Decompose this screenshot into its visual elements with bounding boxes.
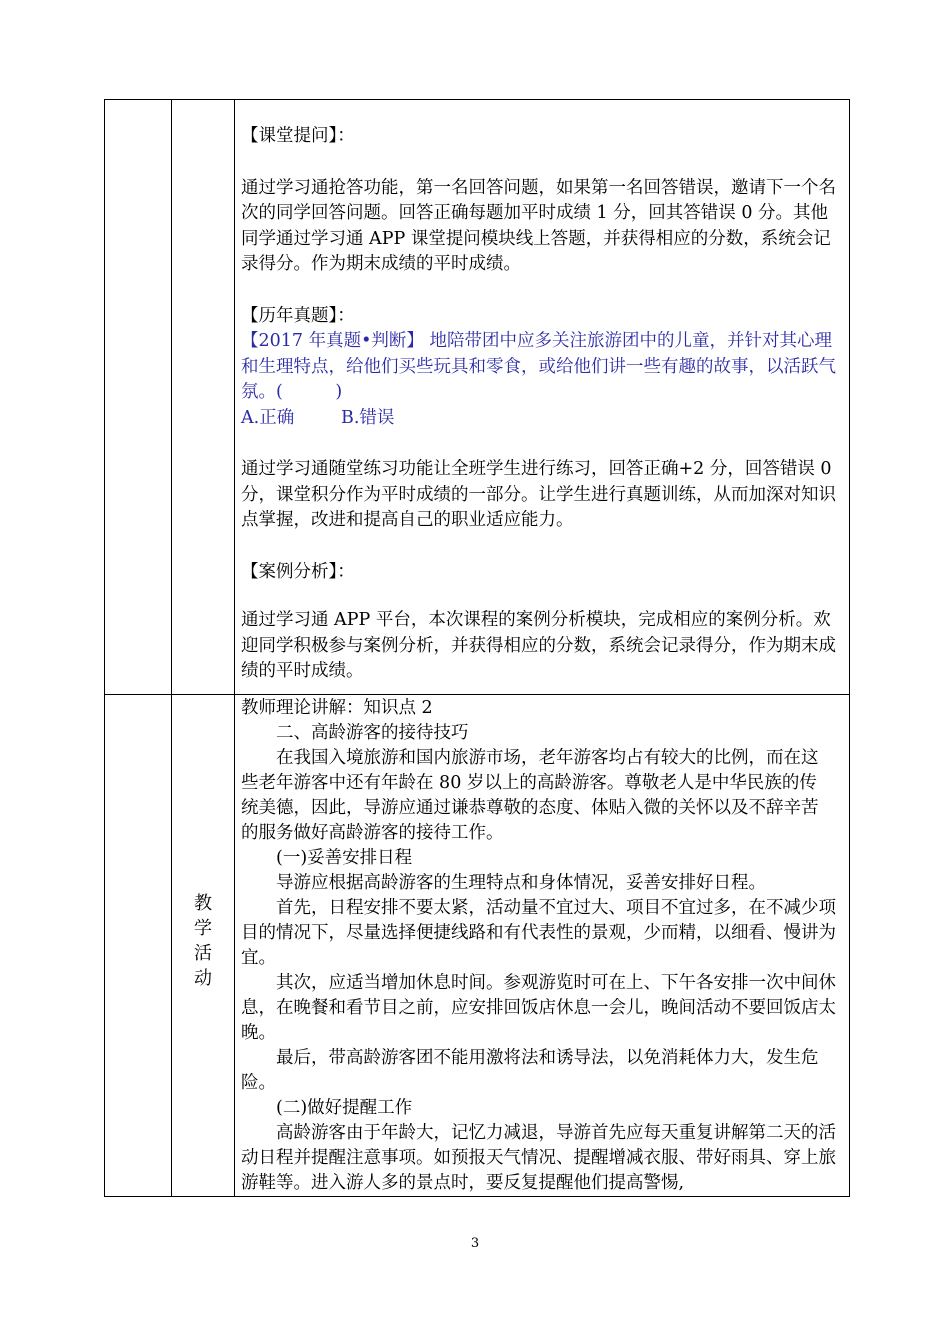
paragraph: 首先，日程安排不要太紧，活动量不宜过大、项目不宜过多，在不减少项目的情况下，尽量选择便捷线路和有代表性的景观，少而精，以细看、慢讲为宜。: [241, 898, 836, 968]
exam-question: 【2017 年真题•判断】 地陪带团中应多关注旅游团中的儿童，并针对其心理和生理特点，给他们买些玩具和零食，或给他们讲一些有趣的故事，以活跃气氛。( ): [241, 331, 836, 402]
empty-cell: [105, 100, 172, 695]
paragraph: 高龄游客由于年龄大，记忆力减退，导游首先应每天重复讲解第二天的活动日程并提醒注意事项。如预报天气情况、提醒增减衣服、带好雨具、穿上旅游鞋等。进入游人多的景点时，要反复提醒他们提高警惕,: [241, 1123, 836, 1193]
section-heading: 【课堂提问】：: [241, 126, 355, 146]
lecture-title: 教师理论讲解：知识点 2: [241, 698, 433, 718]
label-char: 学: [194, 918, 212, 939]
subsection-heading: (一)妥善安排日程: [276, 848, 413, 868]
paragraph: 通过学习通抢答功能，第一名回答问题，如果第一名回答错误，邀请下一个名次的同学回答问题。回答正确每题加平时成绩 1 分，回其答错误 0 分。其他同学通过学习通 APP 课堂提问模块线上答题，并获得相应的分数，系统会记录得分。作为期末成绩的平时成绩。: [241, 177, 836, 274]
label-char: 活: [194, 943, 212, 964]
lesson-plan-table: [104, 99, 850, 1197]
teaching-activity-label: [172, 891, 234, 991]
section-heading: 【历年真题】：: [241, 305, 355, 326]
option-b: B.错误: [341, 407, 395, 428]
label-char: 动: [194, 968, 212, 989]
exam-options: [241, 406, 845, 432]
table-row: [105, 100, 850, 695]
paragraph: 最后，带高龄游客团不能用激将法和诱导法，以免消耗体力大，发生危险。: [241, 1048, 819, 1093]
paragraph: 其次，应适当增加休息时间。参观游览时可在上、下午各安排一次中间休息，在晚餐和看节目之前，应安排回饭店休息一会儿，晚间活动不要回饭店太晚。: [241, 973, 836, 1043]
paragraph: 通过学习通随堂练习功能让全班学生进行练习，回答正确+2 分，回答错误 0 分，课堂积分作为平时成绩的一部分。让学生进行真题训练，从而加深对知识点掌握，改进和提高自己的职业适应能力。: [241, 459, 836, 530]
content-cell: [235, 100, 850, 695]
paragraph: 通过学习通 APP 平台，本次课程的案例分析模块，完成相应的案例分析。欢迎同学积极参与案例分析，并获得相应的分数，系统会记录得分，作为期末成绩的平时成绩。: [241, 610, 836, 681]
section-heading: 二、高龄游客的接待技巧: [276, 723, 469, 743]
content-cell: [235, 695, 850, 1197]
table-row: [105, 695, 850, 1197]
subsection-heading: (二)做好提醒工作: [276, 1098, 413, 1118]
paragraph: 导游应根据高龄游客的生理特点和身体情况，妥善安排好日程。: [276, 873, 766, 893]
label-cell: [172, 695, 235, 1197]
option-a: A.正确: [241, 407, 295, 428]
page-number: 3: [470, 1236, 480, 1251]
empty-cell: [172, 100, 235, 695]
section-heading: 【案例分析】：: [241, 561, 355, 582]
label-char: 教: [194, 893, 212, 914]
paragraph: 在我国入境旅游和国内旅游市场，老年游客均占有较大的比例，而在这 些老年游客中还有年龄在 80 岁以上的高龄游客。尊敬老人是中华民族的传 统美德，因此，导游应通过谦恭尊敬的态度、体贴入微的关怀以及不辞辛苦 的服务做好高龄游客的接待工作。: [241, 748, 836, 843]
empty-cell: [105, 695, 172, 1197]
